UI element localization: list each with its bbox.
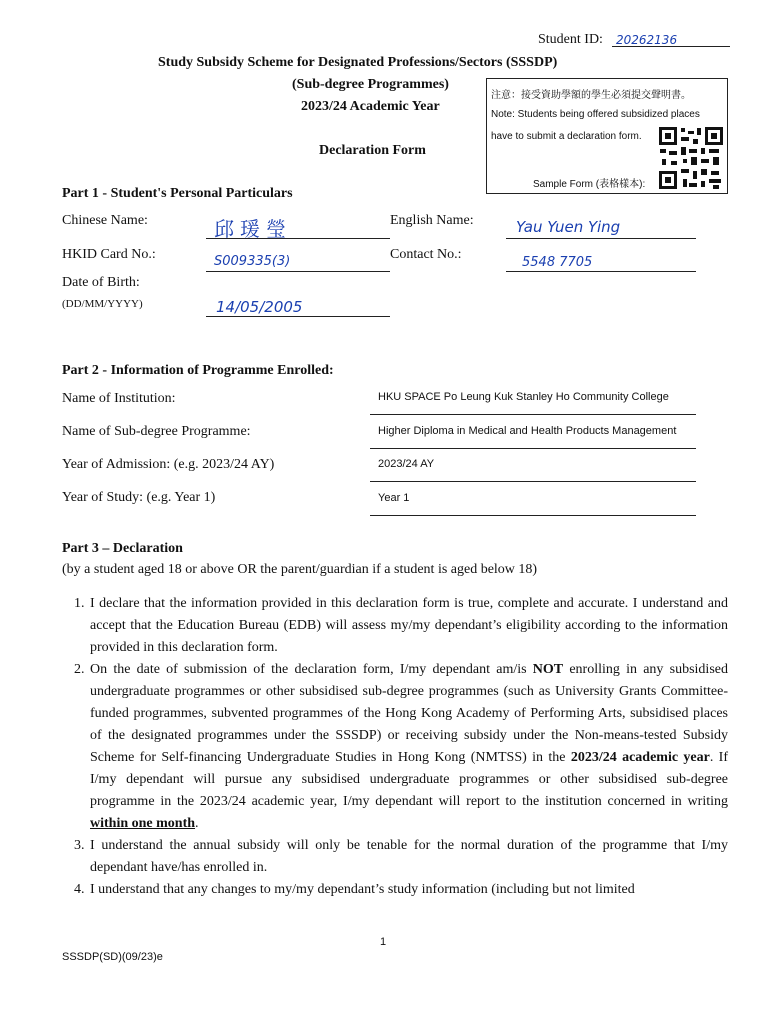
study-label: Year of Study: (e.g. Year 1) [62, 490, 216, 505]
contact-line [506, 271, 696, 272]
admission-value: 2023/24 AY [378, 458, 435, 470]
dob-format: (DD/MM/YYYY) [62, 298, 143, 310]
item2-text-b: enrolling in any subsidised undergraduate programmes or other subsidised sub-degree programmes (such as University Grants Committee-funded programmes, subvented programmes of the Hong Kong Academy of Performing Arts, subsidised places of the designated programmes under the SSSDP) or receiving subsidy under the Non-means-tested Subsidy Scheme for Self-financing Undergraduate Studies in Hong Kong (NMTSS) in the [90, 662, 728, 765]
notice-box [486, 78, 728, 194]
contact-value: 5548 7705 [522, 255, 593, 270]
english-name-label: English Name: [390, 213, 474, 228]
item2-not: NOT [532, 662, 564, 677]
contact-label: Contact No.: [390, 247, 462, 262]
student-id-label: Student ID: [538, 32, 603, 47]
notice-en-line1: Note: Students being offered subsidized places [491, 109, 700, 120]
item2-text-c: . If I/my dependant will pursue any subsidised undergraduate programmes or other subsidised sub-degree programme in the 2023/24 academic year, I/my dependant will report to the institution concerned in writing [90, 750, 729, 809]
form-code: SSSDP(SD)(09/23)e [62, 951, 163, 963]
chinese-name-line [206, 238, 390, 239]
page-number: 1 [380, 936, 387, 948]
declaration-item-1: 1. I declare that the information provided in this declaration form is true, complete and accurate. I understand and accept that the Education Bureau (EDB) will assess my/my dependant’s eligibility according to the information provided in this declaration form. [88, 593, 728, 659]
admission-label: Year of Admission: (e.g. 2023/24 AY) [62, 457, 275, 472]
english-name-line [506, 238, 696, 239]
institution-line [370, 414, 696, 415]
dob-line [206, 316, 390, 317]
admission-line [370, 481, 696, 482]
study-value: Year 1 [378, 492, 410, 504]
declaration-item-3: 3. I understand the annual subsidy will only be tenable for the normal duration of the programme that I/my dependant have/has enrolled in. [88, 835, 728, 879]
item2-text-a: On the date of submission of the declaration form, I/my dependant am/is [90, 662, 533, 677]
sample-form-label: Sample Form (表格樣本): [533, 179, 646, 190]
student-id-value: 20262136 [616, 33, 678, 47]
declaration-item-2 [88, 659, 728, 835]
chinese-name-label: Chinese Name: [62, 213, 148, 228]
programme-value: Higher Diploma in Medical and Health Products Management [378, 425, 677, 437]
institution-label: Name of Institution: [62, 391, 176, 406]
scheme-subtitle: (Sub-degree Programmes) [292, 77, 449, 92]
programme-line [370, 448, 696, 449]
qr-code-icon [657, 125, 725, 191]
dob-value: 14/05/2005 [216, 298, 303, 316]
hkid-line [206, 271, 390, 272]
item2-within-one-month: within one month [90, 816, 196, 831]
student-id-underline [612, 46, 730, 47]
part3-subheading: (by a student aged 18 or above OR the parent/guardian if a student is aged below 18) [62, 562, 538, 577]
study-line [370, 515, 696, 516]
declaration-list [62, 593, 728, 901]
english-name-value: Yau Yuen Ying [516, 218, 621, 236]
hkid-value: S009335(3) [214, 254, 291, 269]
part3-heading: Part 3 – Declaration [62, 541, 183, 556]
part1-heading: Part 1 - Student's Personal Particulars [62, 186, 293, 201]
item2-year: 2023/24 academic year [570, 750, 710, 765]
chinese-name-value: 邱瑗瑩 [214, 217, 292, 241]
form-title: Declaration Form [319, 143, 426, 158]
notice-en-line2: have to submit a declaration form. [491, 131, 642, 142]
item2-text-d: . [195, 816, 199, 831]
dob-label: Date of Birth: [62, 275, 140, 290]
academic-year: 2023/24 Academic Year [301, 99, 440, 114]
hkid-label: HKID Card No.: [62, 247, 156, 262]
declaration-item-4: 4. I understand that any changes to my/my dependant’s study information (including but not limited [88, 879, 728, 901]
scheme-title: Study Subsidy Scheme for Designated Professions/Sectors (SSSDP) [158, 55, 558, 70]
notice-zh: 注意：接受資助學額的學生必須提交聲明書。 [491, 90, 691, 101]
institution-value: HKU SPACE Po Leung Kuk Stanley Ho Community College [378, 391, 669, 403]
programme-label: Name of Sub-degree Programme: [62, 424, 251, 439]
part2-heading: Part 2 - Information of Programme Enrolled: [62, 363, 334, 378]
